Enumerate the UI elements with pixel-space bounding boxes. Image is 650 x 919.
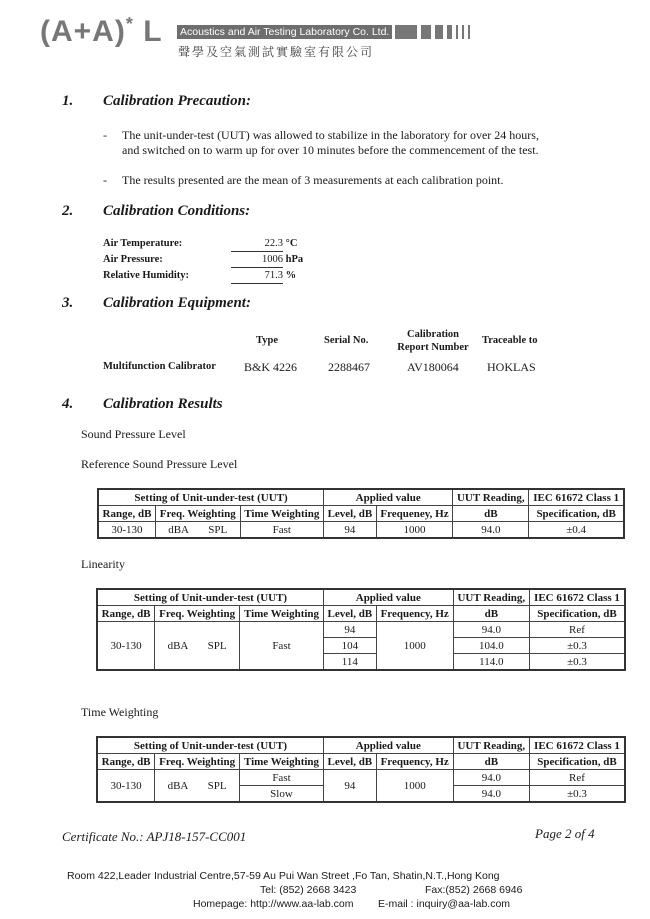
table-cell: Time Weighting	[240, 606, 324, 622]
address: Room 422,Leader Industrial Centre,57-59 Au Pui Wan Street ,Fo Tan, Shatin,N.T.,Hong Kong	[67, 870, 500, 882]
logo-bars	[395, 25, 470, 39]
table-cell: Freq. Weighting	[155, 506, 240, 522]
text	[103, 236, 303, 252]
table-row	[98, 489, 624, 506]
table-cell: 94.0	[453, 622, 529, 638]
table-cell: Freq. Weighting	[155, 606, 240, 622]
section-title: Calibration Results	[103, 396, 223, 412]
text	[421, 25, 431, 39]
table-cell: 114	[323, 654, 376, 671]
table-cell: Setting of Unit-under-test (UUT)	[97, 737, 323, 754]
table-row	[97, 737, 625, 754]
table-cell: Setting of Unit-under-test (UUT)	[98, 489, 324, 506]
text: 22.3	[231, 236, 283, 252]
section-title: Calibration Precaution:	[103, 93, 251, 109]
text: hPa	[285, 254, 304, 265]
equipment-traceable: HOKLAS	[487, 360, 536, 374]
linearity-table	[96, 588, 626, 671]
text	[395, 25, 417, 39]
fax: Fax:(852) 2668 6946	[425, 884, 523, 896]
table-cell: Range, dB	[97, 606, 155, 622]
table-cell: Freq. Weighting	[155, 754, 240, 770]
table-row	[98, 522, 624, 539]
table-cell: Fast	[240, 522, 324, 539]
table-cell	[155, 522, 240, 539]
table-cell: dB	[453, 754, 529, 770]
subheading: Reference Sound Pressure Level	[81, 457, 238, 471]
text	[468, 25, 470, 39]
table-cell: 1000	[376, 522, 453, 539]
col-report: Calibration Report Number	[397, 329, 469, 353]
table-cell: Slow	[240, 786, 324, 803]
equipment-report: AV180064	[407, 360, 459, 374]
table-cell: Level, dB	[324, 506, 377, 522]
precaution-text: and switched on to warm up for over 10 minutes before the commencement of the test.	[122, 143, 539, 157]
text	[447, 25, 452, 39]
table-cell: UUT Reading,	[453, 737, 529, 754]
text: Air Temperature:	[103, 238, 183, 249]
table-cell: Time Weighting	[240, 754, 324, 770]
email: E-mail : inquiry@aa-lab.com	[378, 898, 511, 910]
text: *	[125, 14, 134, 34]
table-cell: Range, dB	[97, 754, 155, 770]
table-cell: Time Weighting	[240, 506, 324, 522]
table-cell: Frequency, Hz	[376, 754, 453, 770]
table-cell: IEC 61672 Class 1	[529, 737, 625, 754]
company-name-en: Acoustics and Air Testing Laboratory Co. Ltd.	[177, 25, 392, 39]
table-cell: 1000	[376, 770, 453, 803]
subheading: Time Weighting	[81, 705, 159, 719]
col-serial: Serial No.	[324, 335, 369, 346]
text	[435, 25, 443, 39]
company-name-cn: 聲學及空氣測試實驗室有限公司	[178, 45, 375, 59]
text	[103, 268, 303, 284]
col-traceable: Traceable to	[482, 335, 538, 346]
table-cell: Frequency, Hz	[376, 606, 453, 622]
table-cell: Level, dB	[323, 754, 376, 770]
table-cell: Range, dB	[98, 506, 155, 522]
table-cell: Fast	[240, 622, 324, 671]
table-cell: 104	[323, 638, 376, 654]
section-number: 4.	[62, 396, 74, 412]
equipment-type: B&K 4226	[244, 360, 298, 374]
text: °C	[285, 238, 298, 249]
table-row	[97, 770, 625, 786]
table-cell: Ref	[529, 770, 625, 786]
table-cell: Setting of Unit-under-test (UUT)	[97, 589, 323, 606]
company-logo: (A+A)* L	[40, 14, 163, 48]
conditions	[103, 236, 303, 284]
table-cell: Fast	[240, 770, 324, 786]
page-number: Page 2 of 4	[535, 826, 595, 841]
equipment-serial: 2288467	[328, 360, 370, 374]
text	[98, 489, 624, 538]
col-type: Type	[256, 335, 278, 346]
table-cell: 94	[323, 770, 376, 803]
text	[97, 737, 625, 802]
table-cell: 30-130	[97, 622, 155, 671]
section-title: Calibration Conditions:	[103, 203, 251, 219]
table-cell: Specification, dB	[529, 754, 625, 770]
table-cell	[155, 770, 240, 803]
table-cell: 104.0	[453, 638, 529, 654]
homepage: Homepage: http://www.aa-lab.com	[193, 898, 354, 910]
text: dBA	[168, 523, 189, 536]
table-row	[98, 506, 624, 522]
table-cell: ±0.3	[529, 786, 625, 803]
text: SPL	[208, 523, 228, 536]
text: -	[103, 128, 107, 142]
table-cell: Ref	[529, 622, 625, 638]
section-number: 1.	[62, 93, 74, 109]
table-cell: ±0.4	[529, 522, 624, 539]
section-title: Calibration Equipment:	[103, 295, 251, 311]
table-cell: Frequeney, Hz	[376, 506, 453, 522]
table-cell: Applied value	[324, 489, 453, 506]
table-cell: dB	[453, 606, 529, 622]
subheading: Linearity	[81, 557, 125, 571]
certificate-number: Certificate No.: APJ18-157-CC001	[62, 829, 247, 844]
text: 71.3	[231, 268, 283, 284]
text	[456, 25, 458, 39]
text: SPL	[207, 779, 227, 792]
table-cell	[155, 622, 240, 671]
precaution-text: The unit-under-test (UUT) was allowed to stabilize in the laboratory for over 24 hours,	[122, 128, 539, 142]
table-cell: Specification, dB	[529, 506, 624, 522]
text: dBA	[167, 639, 189, 652]
section-number: 3.	[62, 295, 74, 311]
text: 1006	[231, 252, 283, 268]
subheading: Sound Pressure Level	[81, 427, 186, 441]
section-number: 2.	[62, 203, 74, 219]
table-row	[97, 606, 625, 622]
table-cell: dB	[453, 506, 529, 522]
table-cell: IEC 61672 Class 1	[529, 589, 625, 606]
table-cell: UUT Reading,	[453, 589, 529, 606]
telephone: Tel: (852) 2668 3423	[260, 884, 357, 896]
table-cell: Applied value	[323, 589, 453, 606]
reference-spl-table	[97, 488, 625, 539]
table-cell: 94.0	[453, 522, 529, 539]
text: Relative Humidity:	[103, 270, 190, 281]
text: -	[103, 173, 107, 187]
table-cell: 30-130	[98, 522, 155, 539]
table-row	[97, 589, 625, 606]
table-cell: 30-130	[97, 770, 155, 803]
table-row	[97, 622, 625, 638]
table-cell: 94	[323, 622, 376, 638]
text	[103, 252, 303, 268]
table-cell: 94	[324, 522, 377, 539]
table-cell: 94.0	[453, 786, 529, 803]
table-cell: 114.0	[453, 654, 529, 671]
table-cell: ±0.3	[529, 638, 625, 654]
text: %	[285, 270, 297, 281]
text: SPL	[207, 639, 227, 652]
table-cell: UUT Reading,	[453, 489, 529, 506]
text: dBA	[167, 779, 189, 792]
table-cell: Specification, dB	[529, 606, 625, 622]
table-cell: 94.0	[453, 770, 529, 786]
text: Air Pressure:	[103, 254, 163, 265]
table-cell: Applied value	[323, 737, 453, 754]
time-weighting-table	[96, 736, 626, 803]
table-cell: 1000	[376, 622, 453, 671]
precaution-text: The results presented are the mean of 3 measurements at each calibration point.	[122, 173, 504, 187]
table-cell: IEC 61672 Class 1	[529, 489, 624, 506]
text	[462, 25, 464, 39]
table-row	[97, 754, 625, 770]
table-cell: ±0.3	[529, 654, 625, 671]
equipment-name: Multifunction Calibrator	[103, 361, 216, 372]
text	[97, 589, 625, 670]
table-cell: Level, dB	[323, 606, 376, 622]
